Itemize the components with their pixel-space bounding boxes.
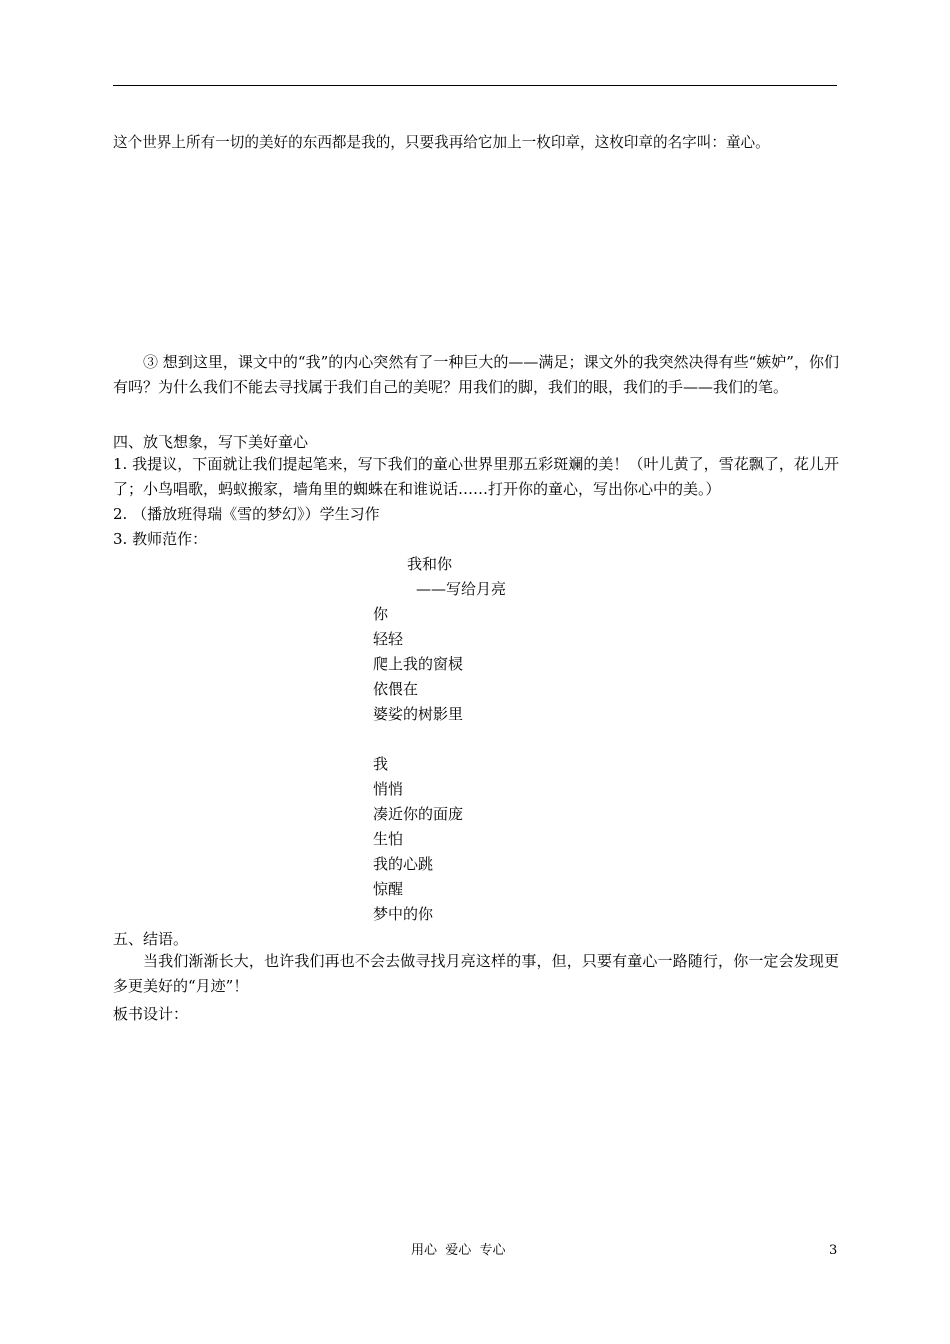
- footer-motto: 用心 爱心 专心: [411, 1243, 506, 1258]
- header-rule: [113, 85, 837, 86]
- top-sentence: 这个世界上所有一切的美好的东西都是我的，只要我再给它加上一枚印章，这枚印章的名字叫：童心。: [113, 134, 770, 151]
- paragraph-3: ③ 想到这里，课文中的“我”的内心突然有了一种巨大的——满足；课文外的我突然决得有些“嫉妒”，你们有吗？为什么我们不能去寻找属于我们自己的美呢？用我们的脚，我们的眼，我们的手——我们的笔。: [113, 353, 839, 396]
- item-1: 1. 我提议，下面就让我们提起笔来，写下我们的童心世界里那五彩斑斓的美！（叶儿黄了，雪花飘了，花儿开了；小鸟唱歌，蚂蚁搬家，墙角里的蜘蛛在和谁说话……打开你的童心，写出你心中的美。）: [113, 455, 839, 498]
- item-3: 3. 教师范作：: [113, 530, 208, 548]
- poem-line: 我的心跳: [373, 855, 434, 873]
- conclusion-paragraph: 当我们渐渐长大，也许我们再也不会去做寻找月亮这样的事，但，只要有童心一路随行，你一定会发现更多更美好的“月迹”！: [113, 952, 839, 995]
- poem-line: 悄悄: [373, 780, 404, 798]
- poem-line: 生怕: [373, 830, 404, 848]
- poem-line: 梦中的你: [373, 905, 434, 923]
- page-number: 3: [829, 1243, 838, 1258]
- section-4-heading: 四、放飞想象，写下美好童心: [113, 433, 309, 451]
- poem-line: 凑近你的面庞: [373, 805, 464, 823]
- poem-subtitle: ——写给月亮: [416, 580, 507, 598]
- poem-line: 爬上我的窗棂: [373, 655, 464, 673]
- poem-line: 婆娑的树影里: [373, 705, 464, 723]
- item-2: 2. （播放班得瑞《雪的梦幻》）学生习作: [113, 505, 380, 523]
- poem-line: 依偎在: [373, 680, 419, 698]
- section-5-heading: 五、结语。: [113, 930, 189, 948]
- board-design-label: 板书设计：: [113, 1005, 189, 1023]
- poem-line: 我: [373, 755, 389, 773]
- poem-line: 惊醒: [373, 880, 404, 898]
- poem-line: 你: [373, 605, 389, 623]
- poem-line: 轻轻: [373, 630, 404, 648]
- poem-title: 我和你: [407, 555, 453, 573]
